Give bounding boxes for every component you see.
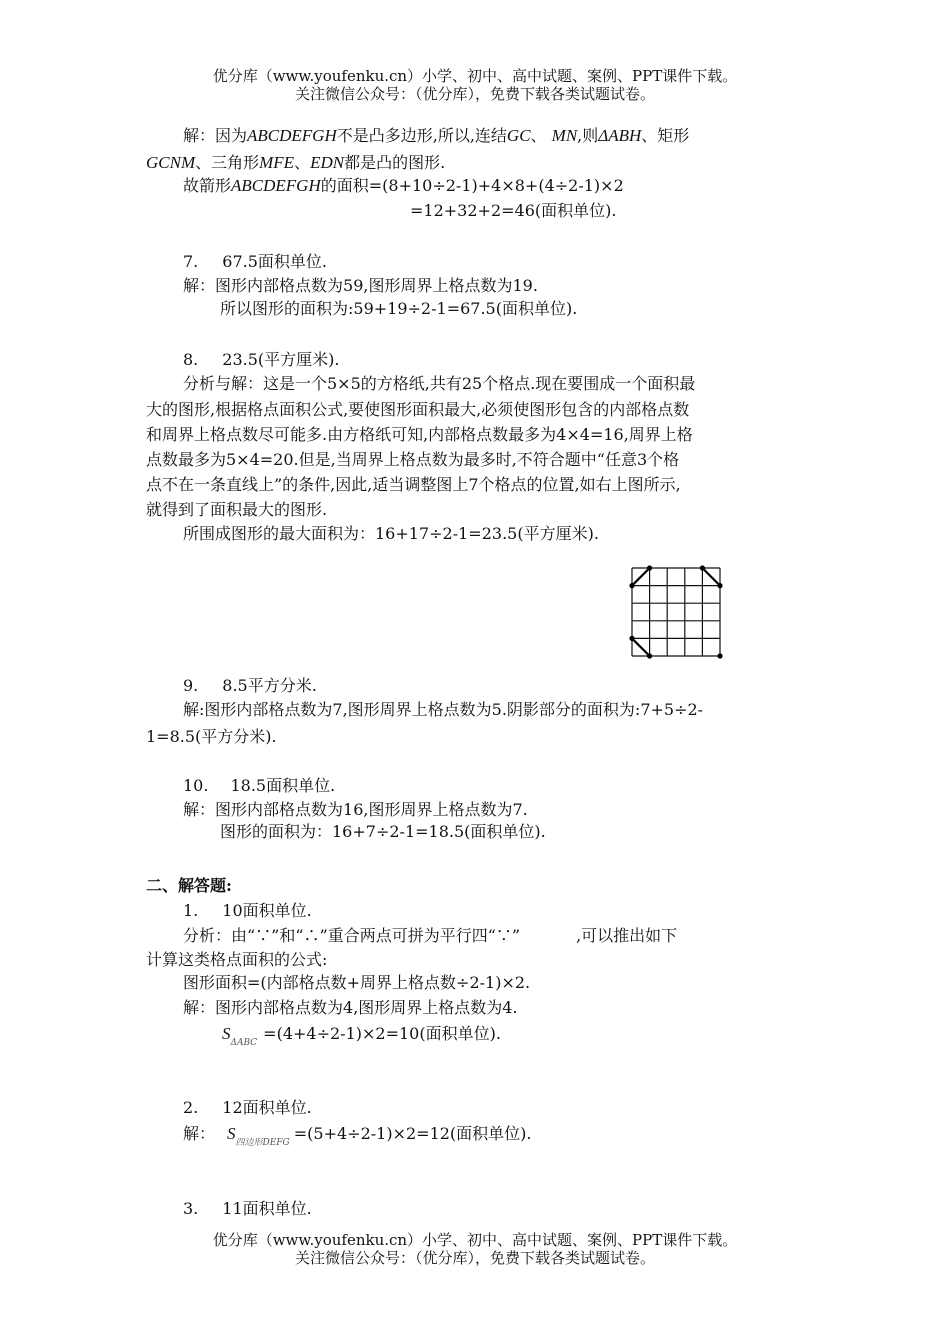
p10-line-2: 图形的面积为：16+7÷2-1=18.5(面积单位). xyxy=(220,822,546,841)
q1-area-equation: $S_{\Delta ABC} =(4+4\div 2-1)\times 2=10$(面积单位). xyxy=(222,1024,501,1048)
p9-line-1: 解:图形内部格点数为7,图形周界上格点数为5.阴影部分的面积为:7+5÷2- xyxy=(183,700,704,719)
q1-solution-line: 解：图形内部格点数为4,图形周界上格点数为4. xyxy=(183,998,518,1017)
header-line-2: 关注微信公众号：（优分库），免费下载各类试题试卷。 xyxy=(294,85,655,103)
p8-line-1: 分析与解：这是一个5×5的方格纸,共有25个格点.现在要围成一个面积最 xyxy=(183,374,696,393)
p8-line-5: 点不在一条直线上”的条件,因此,适当调整图上7个格点的位置,如右上图所示, xyxy=(146,475,681,494)
p6-line-1: 解：因为ABCDEFGH不是凸多边形,所以,连结GC、 MN,则ΔABH、矩形 xyxy=(183,126,690,145)
q1-analysis-line-1: 分析：由“∵”和“∴”重合两点可拼为平行四“∵” ,可以推出如下 xyxy=(183,926,678,945)
p9-line-2: 1=8.5(平方分米). xyxy=(146,727,277,746)
p6-line-3: 故箭形ABCDEFGH的面积=(8+10÷2-1)+4×8+(4÷2-1)×2 xyxy=(183,176,624,195)
footer-line-1: 优分库（www.youfenku.cn）小学、初中、高中试题、案例、PPT课件下载。 xyxy=(212,1231,738,1249)
q1-analysis-line-2: 计算这类格点面积的公式: xyxy=(146,950,328,969)
p8-line-3: 和周界上格点数尽可能多.由方格纸可知,内部格点数最多为4×4=16,周界上格 xyxy=(146,425,693,444)
p10-line-1: 解：图形内部格点数为16,图形周界上格点数为7. xyxy=(183,800,528,819)
q1-formula: 图形面积=(内部格点数+周界上格点数÷2-1)×2. xyxy=(183,973,531,992)
header-line-1: 优分库（www.youfenku.cn）小学、初中、高中试题、案例、PPT课件下载。 xyxy=(212,67,738,85)
p6-line-2: GCNM、三角形MFE、EDN都是凸的图形. xyxy=(146,153,446,172)
p8-line-4: 点数最多为5×4=20.但是,当周界上格点数为最多时,不符合题中“任意3个格 xyxy=(146,450,680,469)
section-2-title: 二、解答题: xyxy=(146,876,232,895)
footer-line-2: 关注微信公众号：（优分库），免费下载各类试题试卷。 xyxy=(294,1249,655,1267)
p7-heading: 7. 67.5面积单位. xyxy=(183,252,327,271)
q3-heading: 3. 11面积单位. xyxy=(183,1199,312,1218)
p7-line-2: 所以图形的面积为:59+19÷2-1=67.5(面积单位). xyxy=(220,299,578,318)
p9-heading: 9. 8.5平方分米. xyxy=(183,676,317,695)
p8-line-7: 所围成图形的最大面积为：16+17÷2-1=23.5(平方厘米). xyxy=(183,524,599,543)
p8-line-6: 就得到了面积最大的图形. xyxy=(146,500,328,519)
p8-line-2: 大的图形,根据格点面积公式,要使图形面积最大,必须使图形包含的内部格点数 xyxy=(146,400,690,419)
q1-heading: 1. 10面积单位. xyxy=(183,901,312,920)
q2-area-equation: 解： $S_{四边形DEFG} =(5+4\div 2-1)\times 2=12$(面积单位). xyxy=(183,1124,532,1148)
p7-line-1: 解：图形内部格点数为59,图形周界上格点数为19. xyxy=(183,276,538,295)
p10-heading: 10. 18.5面积单位. xyxy=(183,776,336,795)
p6-line-4: =12+32+2=46(面积单位). xyxy=(410,201,617,220)
q2-heading: 2. 12面积单位. xyxy=(183,1098,312,1117)
p8-heading: 8. 23.5(平方厘米). xyxy=(183,350,340,369)
lattice-grid-figure xyxy=(628,564,724,660)
